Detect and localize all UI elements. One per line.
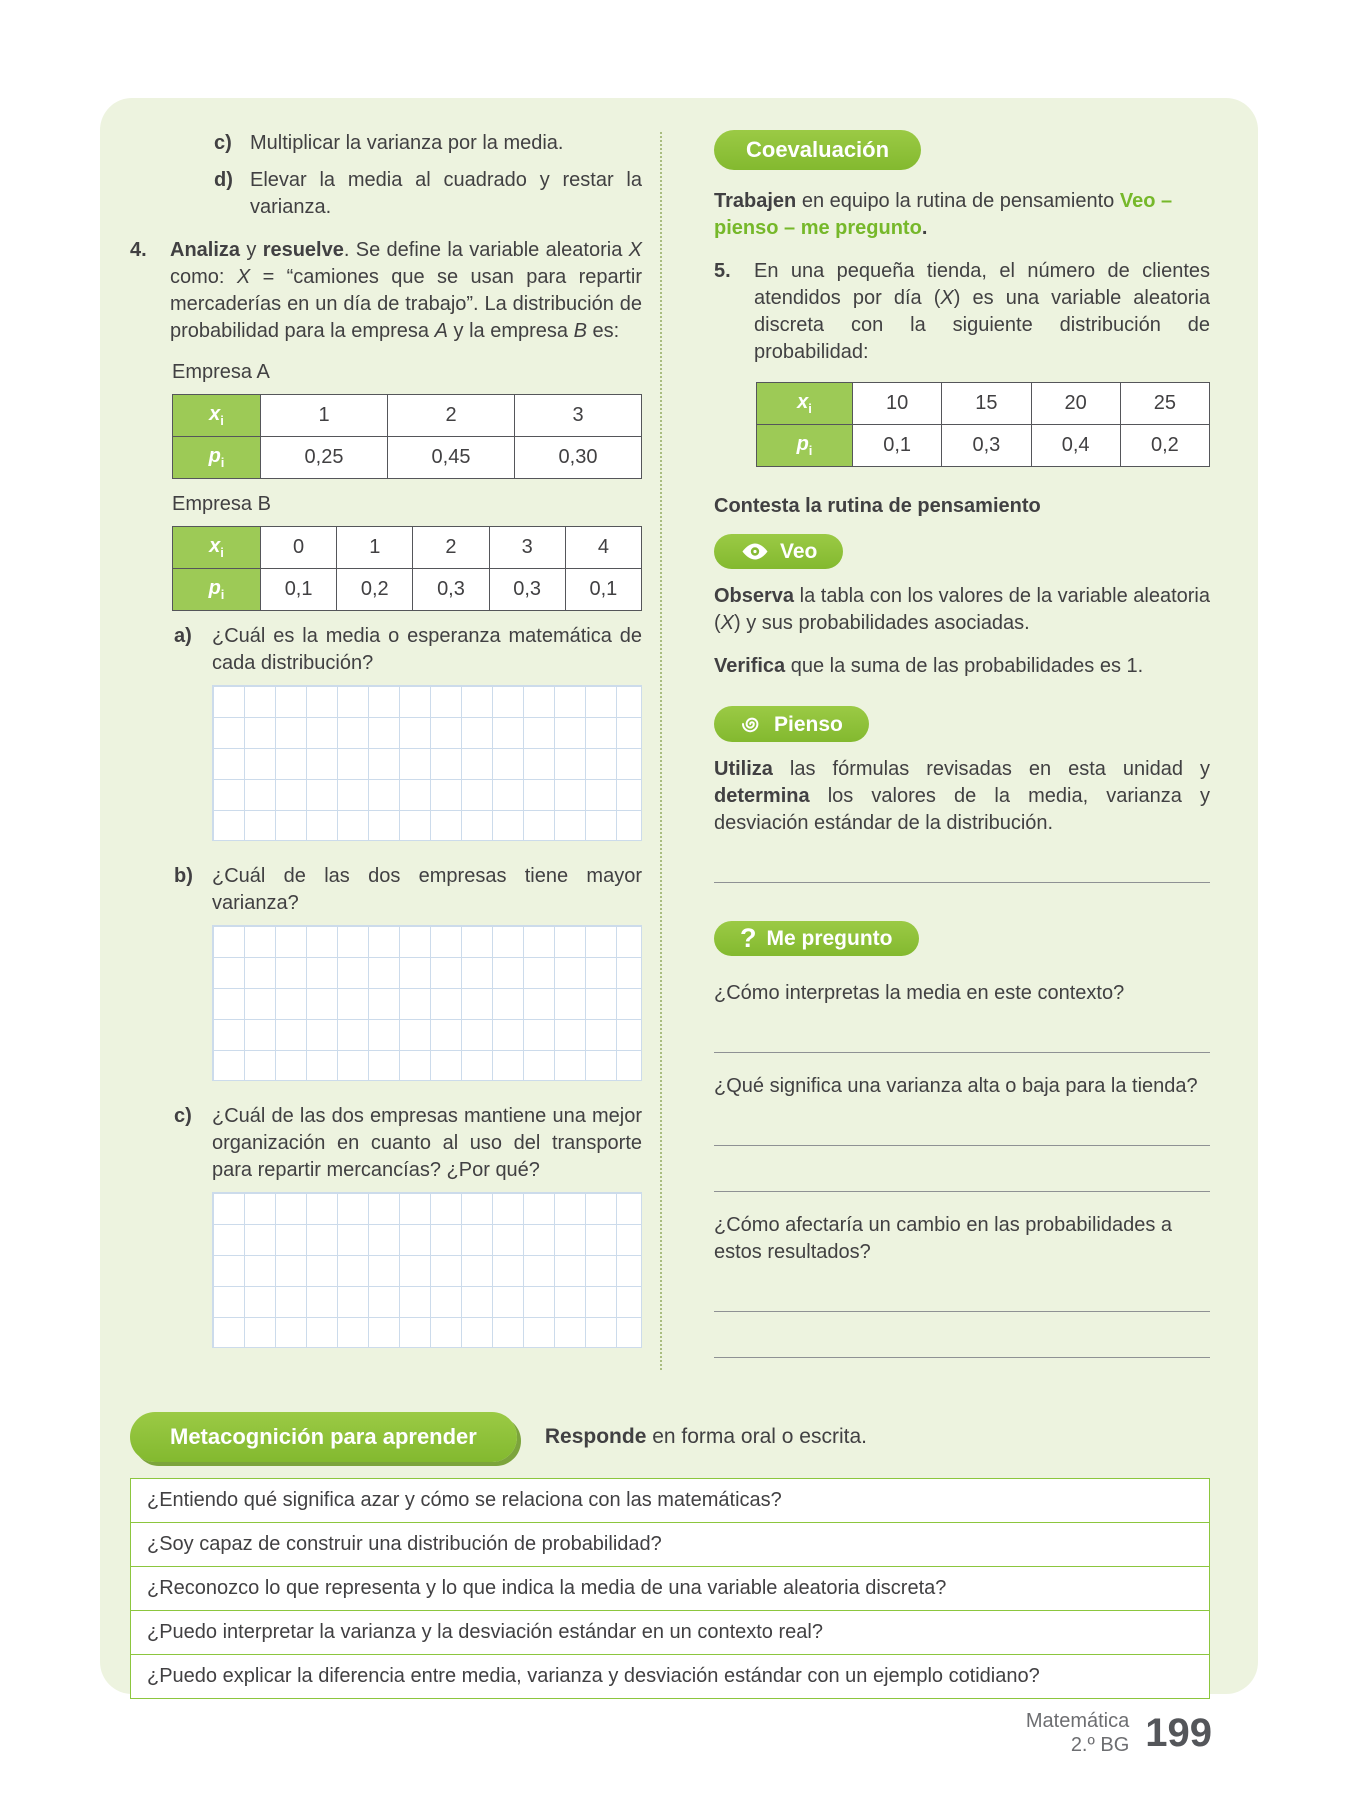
exercise-5	[714, 258, 1210, 366]
table-value-cell: 0,1	[261, 569, 337, 611]
two-column-layout	[130, 130, 1210, 1370]
book-subject: Matemática	[1025, 1710, 1130, 1732]
metacognicion-badge: Metacognición para aprender	[130, 1412, 517, 1462]
empresa-a-table	[172, 394, 642, 479]
table-variable-cell: $p_i$	[757, 425, 853, 467]
option-d-label: d)	[214, 169, 233, 191]
metacognicion-checklist	[130, 1478, 1210, 1699]
table-value-cell: 0,45	[388, 437, 515, 479]
empresa-a-title: Empresa A	[172, 361, 270, 383]
question-c-label: c)	[174, 1105, 192, 1127]
table-variable-cell: $p_i$	[173, 569, 261, 611]
answer-line	[714, 1100, 1210, 1146]
observa-text: Observa la tabla con los valores de la variable aleatoria (X) y sus probabilidades asociadas.	[714, 585, 1210, 635]
table-value-cell: 3	[489, 527, 565, 569]
left-column	[130, 130, 642, 1370]
metacognicion-row	[130, 1412, 1210, 1462]
table-variable-cell: $x_i$	[173, 395, 261, 437]
pregunta-varianza: ¿Qué significa una varianza alta o baja para la tienda?	[714, 1075, 1198, 1098]
coevaluacion-badge-label: Coevaluación	[746, 137, 890, 162]
question-a-text: ¿Cuál es la media o esperanza matemática de cada distribución?	[212, 625, 642, 674]
checklist-item: ¿Soy capaz de construir una distribución de probabilidad?	[131, 1523, 1209, 1567]
contesta-heading: Contesta la rutina de pensamiento	[714, 495, 1041, 518]
exercise-5-number: 5.	[714, 260, 731, 283]
table-value-cell: 1	[337, 527, 413, 569]
table-variable-cell: $p_i$	[173, 437, 261, 479]
table-variable-cell: $x_i$	[757, 383, 853, 425]
veo-badge-label: Veo	[780, 540, 818, 564]
table-value-cell: 20	[1031, 383, 1120, 425]
pienso-badge-label: Pienso	[774, 712, 843, 736]
table-value-cell: 0,2	[337, 569, 413, 611]
table-value-cell: 2	[388, 395, 515, 437]
table-value-cell: 0,2	[1120, 425, 1209, 467]
page-footer	[1026, 1706, 1212, 1760]
exercise-5-text: En una pequeña tienda, el número de clientes atendidos por día (X) es una variable aleatoria discreta con la siguiente distribución de probabilidad:	[754, 260, 1211, 364]
table-value-cell: 0,3	[489, 569, 565, 611]
table-value-cell: 0,1	[853, 425, 942, 467]
pregunta-media: ¿Cómo interpretas la media en este contexto?	[714, 982, 1125, 1005]
table-value-cell: 3	[515, 395, 642, 437]
table-value-cell: 4	[565, 527, 641, 569]
right-column	[662, 130, 1210, 1370]
eye-icon	[740, 542, 770, 561]
question-mark-icon: ?	[740, 923, 757, 954]
table-value-cell: 0,1	[565, 569, 641, 611]
question-a	[130, 623, 642, 677]
table-variable-cell: $x_i$	[173, 527, 261, 569]
empresa-b-table	[172, 526, 642, 611]
answer-line	[714, 1007, 1210, 1053]
table-value-cell: 10	[853, 383, 942, 425]
book-grade: 2.º BG	[1070, 1734, 1130, 1756]
table-value-cell: 0,4	[1031, 425, 1120, 467]
question-b	[130, 863, 642, 917]
empresa-b-section	[130, 491, 642, 611]
answer-line	[714, 1266, 1210, 1312]
empresa-a-section	[130, 359, 642, 479]
checklist-item: ¿Entiendo qué significa azar y cómo se relaciona con las matemáticas?	[131, 1479, 1209, 1523]
pregunta-cambio: ¿Cómo afectaría un cambio en las probabilidades a estos resultados?	[714, 1214, 1173, 1264]
table-value-cell: 25	[1120, 383, 1209, 425]
question-a-label: a)	[174, 625, 192, 647]
table-value-cell: 0,25	[261, 437, 388, 479]
question-b-label: b)	[174, 865, 193, 887]
me-pregunto-badge	[714, 921, 919, 956]
coevaluacion-badge	[714, 130, 921, 170]
page-number: 199	[1145, 1711, 1212, 1755]
table-value-cell: 0,3	[942, 425, 1031, 467]
answer-grid-b	[212, 925, 642, 1081]
answer-line	[714, 1146, 1210, 1192]
option-c	[130, 130, 642, 157]
verifica-text: Verifica que la suma de las probabilidades es 1.	[714, 655, 1144, 678]
checklist-item: ¿Puedo explicar la diferencia entre media, varianza y desviación estándar con un ejemplo cotidiano?	[147, 1664, 1040, 1687]
table-value-cell: 15	[942, 383, 1031, 425]
tienda-table	[756, 382, 1210, 467]
answer-grid-c	[212, 1192, 642, 1348]
answer-grid-a	[212, 685, 642, 841]
table-value-cell: 0	[261, 527, 337, 569]
question-b-text: ¿Cuál de las dos empresas tiene mayor varianza?	[212, 865, 642, 914]
option-c-text: Multiplicar la varianza por la media.	[250, 132, 564, 154]
responde-text: Responde en forma oral o escrita.	[544, 1424, 867, 1448]
spiral-icon	[740, 712, 764, 736]
exercise-4-number: 4.	[130, 239, 147, 261]
content-panel	[100, 98, 1258, 1694]
checklist-item: ¿Puedo interpretar la varianza y la desviación estándar en un contexto real?	[131, 1611, 1209, 1655]
veo-badge	[714, 534, 843, 569]
question-c-text: ¿Cuál de las dos empresas mantiene una mejor organización en cuanto al uso del transporte para repartir mercancías? ¿Por qué?	[212, 1105, 642, 1181]
answer-line	[714, 837, 1210, 883]
question-c	[130, 1103, 642, 1184]
option-d-text: Elevar la media al cuadrado y restar la varianza.	[250, 169, 642, 218]
tienda-table-wrap	[714, 382, 1210, 467]
table-value-cell: 0,30	[515, 437, 642, 479]
option-c-label: c)	[214, 132, 232, 154]
checklist-item: ¿Reconozco lo que representa y lo que indica la media de una variable aleatoria discreta?	[131, 1567, 1209, 1611]
option-d	[130, 167, 642, 221]
pienso-badge	[714, 706, 869, 742]
exercise-4-text: Analiza y resuelve. Se define la variable aleatoria X como: X = “camiones que se usan para repartir mercaderías en un día de trabajo”. La distribución de probabilidad para la empresa A y la empresa B es:	[170, 239, 642, 342]
table-value-cell: 1	[261, 395, 388, 437]
me-pregunto-badge-label: Me pregunto	[766, 927, 893, 951]
exercise-4	[130, 237, 642, 345]
empresa-b-title: Empresa B	[172, 493, 271, 515]
answer-line	[714, 1312, 1210, 1358]
table-value-cell: 2	[413, 527, 489, 569]
utiliza-text: Utiliza las fórmulas revisadas en esta unidad y determina los valores de la media, varianza y desviación estándar de la distribución.	[714, 758, 1210, 835]
table-value-cell: 0,3	[413, 569, 489, 611]
trabajen-text: Trabajen en equipo la rutina de pensamiento Veo – pienso – me pregunto.	[714, 190, 1173, 240]
book-brand	[1026, 1709, 1129, 1757]
